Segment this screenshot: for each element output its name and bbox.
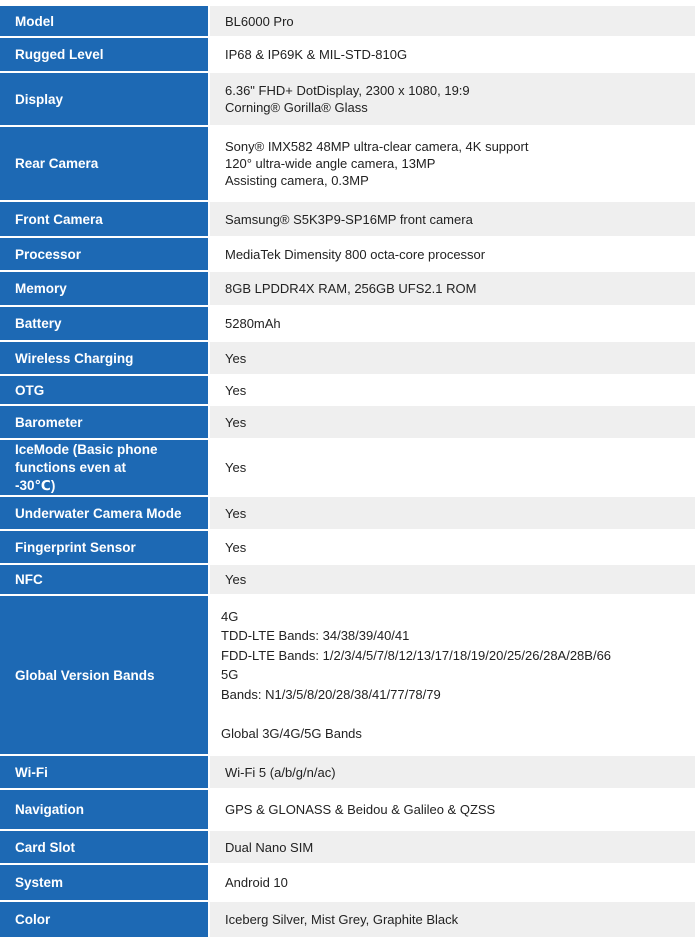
spec-value-line: 4G	[221, 608, 239, 624]
spec-value	[210, 307, 695, 340]
spec-row	[0, 406, 695, 440]
spec-label: IceMode (Basic phone functions even at -30℃)	[0, 440, 210, 495]
spec-value-line: 5G	[221, 667, 239, 683]
spec-row	[0, 831, 695, 865]
spec-row	[0, 596, 695, 756]
spec-value	[210, 902, 695, 937]
spec-value-line: Yes	[225, 539, 247, 555]
spec-row	[0, 902, 695, 939]
spec-row	[0, 342, 695, 376]
spec-row	[0, 531, 695, 565]
spec-row	[0, 238, 695, 272]
spec-value	[210, 596, 695, 754]
spec-row	[0, 272, 695, 307]
spec-table	[0, 6, 695, 939]
spec-value	[210, 440, 695, 495]
spec-value-line: Dual Nano SIM	[225, 839, 314, 855]
spec-label: Processor	[0, 238, 210, 270]
spec-value-line: FDD-LTE Bands: 1/2/3/4/5/7/8/12/13/17/18/19/20/25/26/28A/28B/66	[221, 647, 612, 663]
spec-value-line: Corning® Gorilla® Glass	[225, 100, 368, 115]
spec-value-line: 120° ultra-wide angle camera, 13MP	[225, 156, 436, 171]
spec-value-line: Yes	[225, 414, 247, 430]
spec-label: Rugged Level	[0, 38, 210, 71]
spec-value-line: Sony® IMX582 48MP ultra-clear camera, 4K support	[225, 139, 529, 154]
spec-label: Wi-Fi	[0, 756, 210, 788]
spec-value-line: 5280mAh	[225, 316, 281, 331]
spec-row	[0, 127, 695, 202]
spec-value	[210, 376, 695, 404]
spec-value-line: 8GB LPDDR4X RAM, 256GB UFS2.1 ROM	[225, 281, 477, 296]
spec-label: Color	[0, 902, 210, 937]
spec-value	[210, 6, 695, 36]
spec-row	[0, 38, 695, 73]
spec-row	[0, 73, 695, 127]
spec-label: Underwater Camera Mode	[0, 497, 210, 529]
spec-value	[210, 565, 695, 594]
spec-label: Memory	[0, 272, 210, 305]
spec-value	[210, 342, 695, 374]
spec-label: Model	[0, 6, 210, 36]
spec-value-line: Yes	[225, 350, 247, 366]
spec-value-line: Yes	[225, 505, 247, 521]
spec-value-line: 6.36" FHD+ DotDisplay, 2300 x 1080, 19:9	[225, 83, 470, 98]
spec-row	[0, 307, 695, 342]
spec-label: System	[0, 865, 210, 900]
spec-value-line: IP68 & IP69K & MIL-STD-810G	[225, 47, 408, 62]
spec-label: Navigation	[0, 790, 210, 829]
spec-value-line: MediaTek Dimensity 800 octa-core processor	[225, 246, 486, 262]
spec-value	[210, 272, 695, 305]
spec-value-line: GPS & GLONASS & Beidou & Galileo & QZSS	[225, 802, 496, 817]
spec-value	[210, 73, 695, 125]
spec-value-line: Assisting camera, 0.3MP	[225, 173, 369, 188]
spec-value	[210, 756, 695, 788]
spec-row	[0, 440, 695, 497]
spec-row	[0, 6, 695, 38]
spec-label: OTG	[0, 376, 210, 404]
spec-label: Card Slot	[0, 831, 210, 863]
spec-value	[210, 831, 695, 863]
spec-value-line: Bands: N1/3/5/8/20/28/38/41/77/78/79	[221, 686, 441, 702]
spec-label: Front Camera	[0, 202, 210, 236]
spec-row	[0, 865, 695, 902]
spec-value	[210, 497, 695, 529]
spec-value	[210, 531, 695, 563]
spec-label: Rear Camera	[0, 127, 210, 200]
spec-row	[0, 497, 695, 531]
spec-label: Fingerprint Sensor	[0, 531, 210, 563]
spec-value-line: Global 3G/4G/5G Bands	[221, 725, 362, 741]
spec-label: Barometer	[0, 406, 210, 438]
spec-value-line: Yes	[225, 460, 247, 475]
spec-row	[0, 756, 695, 790]
spec-row	[0, 565, 695, 596]
spec-value	[210, 127, 695, 200]
spec-label: Wireless Charging	[0, 342, 210, 374]
spec-value-line: Wi-Fi 5 (a/b/g/n/ac)	[225, 764, 336, 780]
spec-row	[0, 202, 695, 238]
spec-value-line: TDD-LTE Bands: 34/38/39/40/41	[221, 628, 410, 644]
spec-value-line: BL6000 Pro	[225, 13, 294, 29]
spec-value	[210, 790, 695, 829]
spec-value-line: Iceberg Silver, Mist Grey, Graphite Black	[225, 912, 459, 927]
spec-label: Global Version Bands	[0, 596, 210, 754]
spec-value-line: Yes	[225, 572, 247, 587]
spec-row	[0, 376, 695, 406]
spec-value	[210, 202, 695, 236]
spec-row	[0, 790, 695, 831]
spec-value-line: Android 10	[225, 875, 288, 890]
spec-label: Battery	[0, 307, 210, 340]
spec-value-line	[221, 704, 695, 724]
spec-value-line: Samsung® S5K3P9-SP16MP front camera	[225, 211, 473, 227]
spec-value	[210, 406, 695, 438]
spec-label: NFC	[0, 565, 210, 594]
spec-label: Display	[0, 73, 210, 125]
spec-value	[210, 38, 695, 71]
spec-value	[210, 865, 695, 900]
spec-value-line: Yes	[225, 382, 247, 398]
spec-value	[210, 238, 695, 270]
